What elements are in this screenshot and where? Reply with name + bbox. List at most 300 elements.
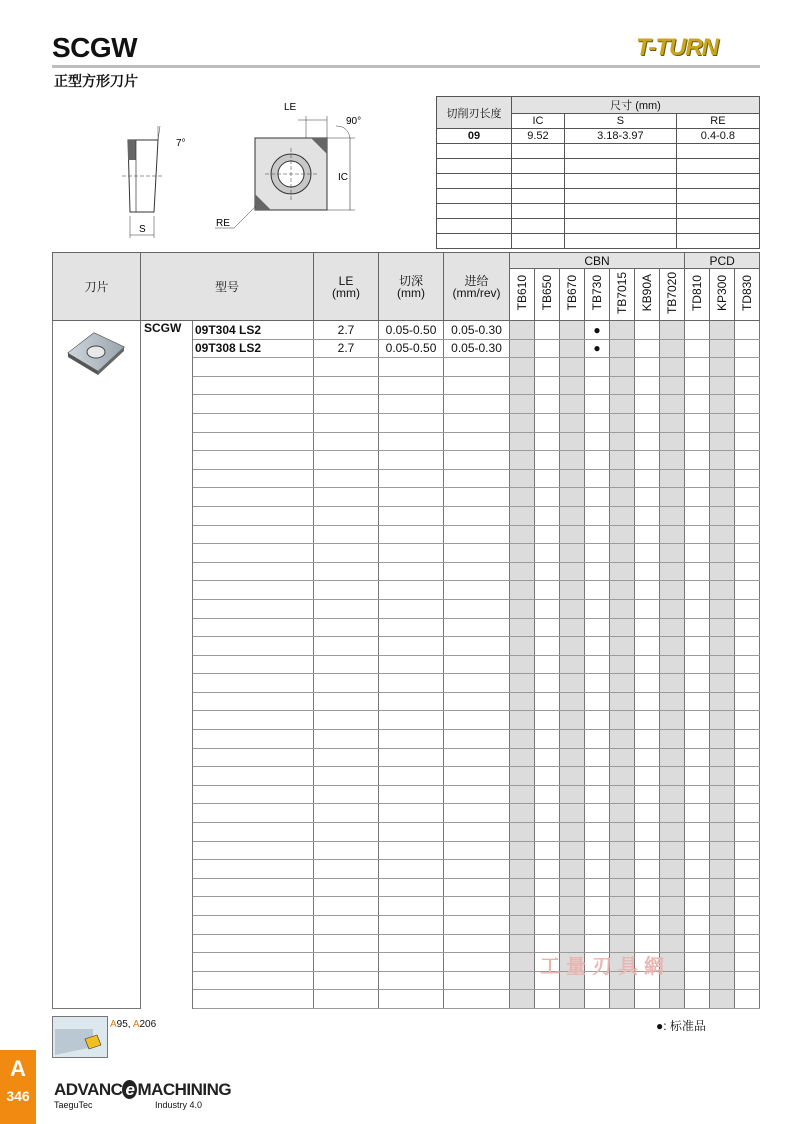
grade-cell (685, 990, 710, 1009)
model-cell (193, 488, 314, 507)
grade-cell: ● (585, 339, 610, 358)
le-cell (314, 376, 379, 395)
grade-cell (660, 599, 685, 618)
grade-cell (535, 860, 560, 879)
grade-cell (560, 525, 585, 544)
grade-cell (610, 730, 635, 749)
grade-cell (635, 358, 660, 377)
feed-cell (444, 488, 510, 507)
grade-cell (510, 525, 535, 544)
grade-cell (635, 990, 660, 1009)
feed-cell (444, 413, 510, 432)
grade-cell (635, 599, 660, 618)
legend: ●: 标准品 (656, 1019, 706, 1033)
grade-cell (535, 395, 560, 414)
grade-cell (735, 321, 760, 340)
col-model: 型号 (141, 253, 314, 321)
grade-cell (685, 395, 710, 414)
grade-cell (510, 618, 535, 637)
grade-cell (660, 730, 685, 749)
model-cell (193, 581, 314, 600)
feed-cell (444, 599, 510, 618)
grade-cell (685, 841, 710, 860)
le-cell (314, 804, 379, 823)
grade-cell (660, 525, 685, 544)
grade-cell (635, 897, 660, 916)
model-cell (193, 655, 314, 674)
grade-cell (610, 692, 635, 711)
grade-header: TB610 (510, 269, 535, 321)
grade-cell (560, 990, 585, 1009)
grade-cell (710, 506, 735, 525)
doc-cell (379, 748, 444, 767)
grade-cell (735, 525, 760, 544)
dimension-table (436, 96, 760, 249)
grade-cell (585, 692, 610, 711)
ref-a206-link[interactable]: 206 (139, 1019, 157, 1030)
doc-cell (379, 451, 444, 470)
grade-cell (535, 748, 560, 767)
grade-cell (510, 413, 535, 432)
grade-cell (685, 934, 710, 953)
le-cell (314, 618, 379, 637)
le-cell (314, 562, 379, 581)
le-cell (314, 785, 379, 804)
grade-cell (585, 581, 610, 600)
grade-cell (560, 748, 585, 767)
le-cell (314, 674, 379, 693)
grade-cell (585, 878, 610, 897)
le-cell (314, 748, 379, 767)
grade-cell (685, 730, 710, 749)
grade-cell (610, 358, 635, 377)
le-cell (314, 767, 379, 786)
grade-cell (610, 525, 635, 544)
grade-cell (710, 321, 735, 340)
grade-cell (510, 674, 535, 693)
grade-cell (535, 841, 560, 860)
grade-header: TB730 (585, 269, 610, 321)
le-cell: 2.7 (314, 321, 379, 340)
model-cell (193, 767, 314, 786)
group-pcd: PCD (685, 253, 760, 269)
model-cell (193, 953, 314, 972)
grade-cell (560, 599, 585, 618)
doc-cell (379, 674, 444, 693)
grade-cell (685, 488, 710, 507)
grade-cell (585, 395, 610, 414)
grade-cell (535, 878, 560, 897)
grade-cell (685, 432, 710, 451)
grade-cell (710, 376, 735, 395)
grade-cell (560, 841, 585, 860)
grade-cell (685, 618, 710, 637)
grade-cell (610, 506, 635, 525)
grade-cell (585, 469, 610, 488)
model-cell (193, 525, 314, 544)
grade-cell (510, 748, 535, 767)
grade-cell (585, 506, 610, 525)
spec-empty-row (437, 204, 760, 219)
grade-cell (710, 395, 735, 414)
grade-cell (510, 785, 535, 804)
grade-cell (660, 860, 685, 879)
grade-cell (685, 655, 710, 674)
grade-cell (560, 730, 585, 749)
grade-cell (610, 432, 635, 451)
grade-cell (510, 581, 535, 600)
grade-cell (710, 748, 735, 767)
model-cell (193, 469, 314, 488)
grade-cell (685, 953, 710, 972)
doc-cell (379, 823, 444, 842)
grade-cell (735, 692, 760, 711)
grade-cell (710, 878, 735, 897)
grade-cell (510, 358, 535, 377)
grade-cell (610, 618, 635, 637)
spec-col-length: 切削刃长度 (437, 97, 512, 129)
model-cell: 09T304 LS2 (193, 321, 314, 340)
grade-cell (535, 469, 560, 488)
grade-cell (735, 451, 760, 470)
grade-cell (510, 432, 535, 451)
model-cell: 09T308 LS2 (193, 339, 314, 358)
grade-cell (635, 823, 660, 842)
grade-cell (660, 395, 685, 414)
grade-cell (710, 451, 735, 470)
watermark: 工量刃具網 (540, 956, 670, 978)
doc-cell (379, 785, 444, 804)
grade-cell (560, 618, 585, 637)
grade-cell (635, 674, 660, 693)
grade-cell (735, 655, 760, 674)
grade-cell (660, 916, 685, 935)
grade-cell (710, 562, 735, 581)
grade-cell (535, 581, 560, 600)
feed-cell (444, 730, 510, 749)
grade-cell (660, 655, 685, 674)
grade-cell (685, 916, 710, 935)
model-cell (193, 637, 314, 656)
grade-cell (685, 525, 710, 544)
grade-cell (535, 432, 560, 451)
grade-cell (735, 376, 760, 395)
doc-cell (379, 804, 444, 823)
grade-cell (535, 767, 560, 786)
series-label: SCGW (141, 321, 193, 1009)
grade-cell (560, 562, 585, 581)
grade-cell (585, 804, 610, 823)
grade-cell (535, 321, 560, 340)
model-cell (193, 674, 314, 693)
col-doc: 切深 (mm) (379, 253, 444, 321)
grade-cell (510, 395, 535, 414)
le-label: LE (284, 102, 297, 113)
grade-cell (735, 432, 760, 451)
grade-header: TB670 (560, 269, 585, 321)
grade-cell (660, 451, 685, 470)
taegutec-label: TaeguTec (54, 1100, 93, 1110)
grade-cell (535, 376, 560, 395)
grade-cell (735, 860, 760, 879)
grade-cell (685, 878, 710, 897)
ref-a95-letter: A (110, 1019, 117, 1030)
model-cell (193, 823, 314, 842)
doc-cell (379, 934, 444, 953)
grade-cell (510, 767, 535, 786)
grade-cell (510, 823, 535, 842)
feed-cell (444, 544, 510, 563)
grade-cell (660, 841, 685, 860)
grade-cell (735, 637, 760, 656)
grade-cell (635, 469, 660, 488)
grade-cell (560, 655, 585, 674)
grade-cell (560, 506, 585, 525)
doc-cell (379, 599, 444, 618)
grade-cell (610, 804, 635, 823)
doc-cell (379, 413, 444, 432)
grade-cell (560, 637, 585, 656)
grade-cell (635, 339, 660, 358)
feed-cell (444, 860, 510, 879)
grade-cell (685, 785, 710, 804)
grade-cell (735, 730, 760, 749)
grade-cell (635, 376, 660, 395)
grade-cell (710, 916, 735, 935)
feed-cell (444, 823, 510, 842)
grade-cell (510, 469, 535, 488)
grade-cell (510, 934, 535, 953)
grade-cell (710, 413, 735, 432)
grade-cell (685, 506, 710, 525)
grade-cell (610, 748, 635, 767)
grade-cell (585, 432, 610, 451)
grade-cell (585, 785, 610, 804)
grade-cell (635, 451, 660, 470)
doc-cell (379, 878, 444, 897)
grade-cell (710, 655, 735, 674)
grade-cell (710, 432, 735, 451)
doc-cell (379, 432, 444, 451)
grade-cell (685, 544, 710, 563)
doc-cell (379, 730, 444, 749)
grade-table-body (53, 321, 760, 1009)
doc-cell (379, 525, 444, 544)
grade-cell (610, 339, 635, 358)
feed-cell (444, 655, 510, 674)
grade-cell (710, 581, 735, 600)
model-cell (193, 562, 314, 581)
doc-cell (379, 860, 444, 879)
grade-cell (685, 767, 710, 786)
doc-cell: 0.05-0.50 (379, 321, 444, 340)
feed-cell (444, 953, 510, 972)
grade-cell (585, 711, 610, 730)
grade-cell (610, 413, 635, 432)
grade-cell (660, 674, 685, 693)
insert-drawing (100, 96, 430, 246)
grade-cell (610, 562, 635, 581)
model-cell (193, 916, 314, 935)
model-cell (193, 506, 314, 525)
le-cell (314, 655, 379, 674)
grade-cell (660, 878, 685, 897)
grade-cell (610, 711, 635, 730)
grade-cell (635, 618, 660, 637)
grade-cell (610, 321, 635, 340)
grade-cell (585, 897, 610, 916)
grade-cell (685, 413, 710, 432)
grade-cell (635, 655, 660, 674)
feed-cell (444, 990, 510, 1009)
grade-cell (635, 860, 660, 879)
grade-cell (710, 618, 735, 637)
doc-cell (379, 637, 444, 656)
doc-cell (379, 897, 444, 916)
grade-cell (685, 971, 710, 990)
spec-empty-row (437, 174, 760, 189)
doc-cell (379, 544, 444, 563)
model-cell (193, 730, 314, 749)
grade-cell (610, 990, 635, 1009)
grade-cell (610, 916, 635, 935)
grade-cell (635, 878, 660, 897)
le-cell (314, 990, 379, 1009)
grade-cell (735, 934, 760, 953)
grade-cell (685, 599, 710, 618)
le-cell (314, 637, 379, 656)
grade-cell (535, 692, 560, 711)
grade-cell (685, 692, 710, 711)
application-thumbnail (52, 1016, 108, 1058)
grade-cell (585, 599, 610, 618)
grade-cell (735, 599, 760, 618)
grade-cell (660, 488, 685, 507)
le-cell (314, 581, 379, 600)
model-cell (193, 804, 314, 823)
grade-cell (560, 488, 585, 507)
grade-cell (660, 413, 685, 432)
feed-cell (444, 469, 510, 488)
model-cell (193, 841, 314, 860)
grade-cell (735, 674, 760, 693)
grade-cell (535, 674, 560, 693)
doc-cell: 0.05-0.50 (379, 339, 444, 358)
grade-header: TB7020 (660, 269, 685, 321)
spec-col-re: RE (676, 114, 759, 129)
feed-cell (444, 971, 510, 990)
grade-cell (560, 711, 585, 730)
model-cell (193, 990, 314, 1009)
model-cell (193, 785, 314, 804)
model-cell (193, 376, 314, 395)
doc-cell (379, 562, 444, 581)
industry-label: Industry 4.0 (155, 1100, 203, 1110)
grade-cell (635, 730, 660, 749)
grade-cell (585, 637, 610, 656)
feed-cell: 0.05-0.30 (444, 321, 510, 340)
grade-cell (535, 804, 560, 823)
grade-cell (560, 860, 585, 879)
model-cell (193, 711, 314, 730)
title-rule (52, 65, 760, 68)
advance-machining-logo: ADVANC e MACHINING (54, 1080, 232, 1099)
grade-cell (610, 860, 635, 879)
grade-cell (560, 674, 585, 693)
spec-empty-row (437, 189, 760, 204)
grade-cell (685, 451, 710, 470)
grade-cell (510, 637, 535, 656)
grade-cell (560, 767, 585, 786)
le-cell (314, 506, 379, 525)
le-cell (314, 358, 379, 377)
grade-cell (610, 637, 635, 656)
grade-cell (535, 339, 560, 358)
grade-cell (585, 451, 610, 470)
grade-cell (635, 432, 660, 451)
angle-7-label: 7° (176, 138, 186, 149)
grade-cell (710, 525, 735, 544)
grade-cell (535, 506, 560, 525)
grade-cell (635, 525, 660, 544)
grade-cell (585, 730, 610, 749)
grade-cell (660, 339, 685, 358)
grade-cell (635, 581, 660, 600)
spec-group-size: 尺寸 (mm) (512, 97, 760, 114)
grade-cell (560, 358, 585, 377)
grade-cell (710, 804, 735, 823)
grade-cell (535, 637, 560, 656)
grade-cell (585, 823, 610, 842)
feed-cell: 0.05-0.30 (444, 339, 510, 358)
grade-cell (710, 730, 735, 749)
grade-cell (585, 916, 610, 935)
grade-cell (660, 767, 685, 786)
grade-cell (710, 841, 735, 860)
grade-cell (660, 432, 685, 451)
insert-image (53, 321, 141, 1009)
grade-header: TD830 (735, 269, 760, 321)
grade-cell (610, 469, 635, 488)
grade-cell (710, 544, 735, 563)
feed-cell (444, 841, 510, 860)
spec-empty-row (437, 144, 760, 159)
feed-cell (444, 525, 510, 544)
grade-cell (560, 692, 585, 711)
grade-cell (510, 953, 535, 972)
grade-cell (735, 990, 760, 1009)
section-tab (0, 1050, 36, 1124)
grade-cell (710, 971, 735, 990)
grade-cell (635, 321, 660, 340)
grade-cell (610, 488, 635, 507)
doc-cell (379, 506, 444, 525)
grade-cell (510, 655, 535, 674)
grade-cell (735, 488, 760, 507)
model-cell (193, 897, 314, 916)
feed-cell (444, 637, 510, 656)
feed-cell (444, 451, 510, 470)
spec-cell: 3.18-3.97 (564, 129, 676, 144)
grade-cell (635, 748, 660, 767)
grade-cell (535, 897, 560, 916)
grade-cell (610, 841, 635, 860)
ref-a95-link[interactable]: 95, (116, 1019, 133, 1030)
grade-header: TB650 (535, 269, 560, 321)
grade-cell (510, 711, 535, 730)
doc-cell (379, 841, 444, 860)
grade-cell (710, 953, 735, 972)
